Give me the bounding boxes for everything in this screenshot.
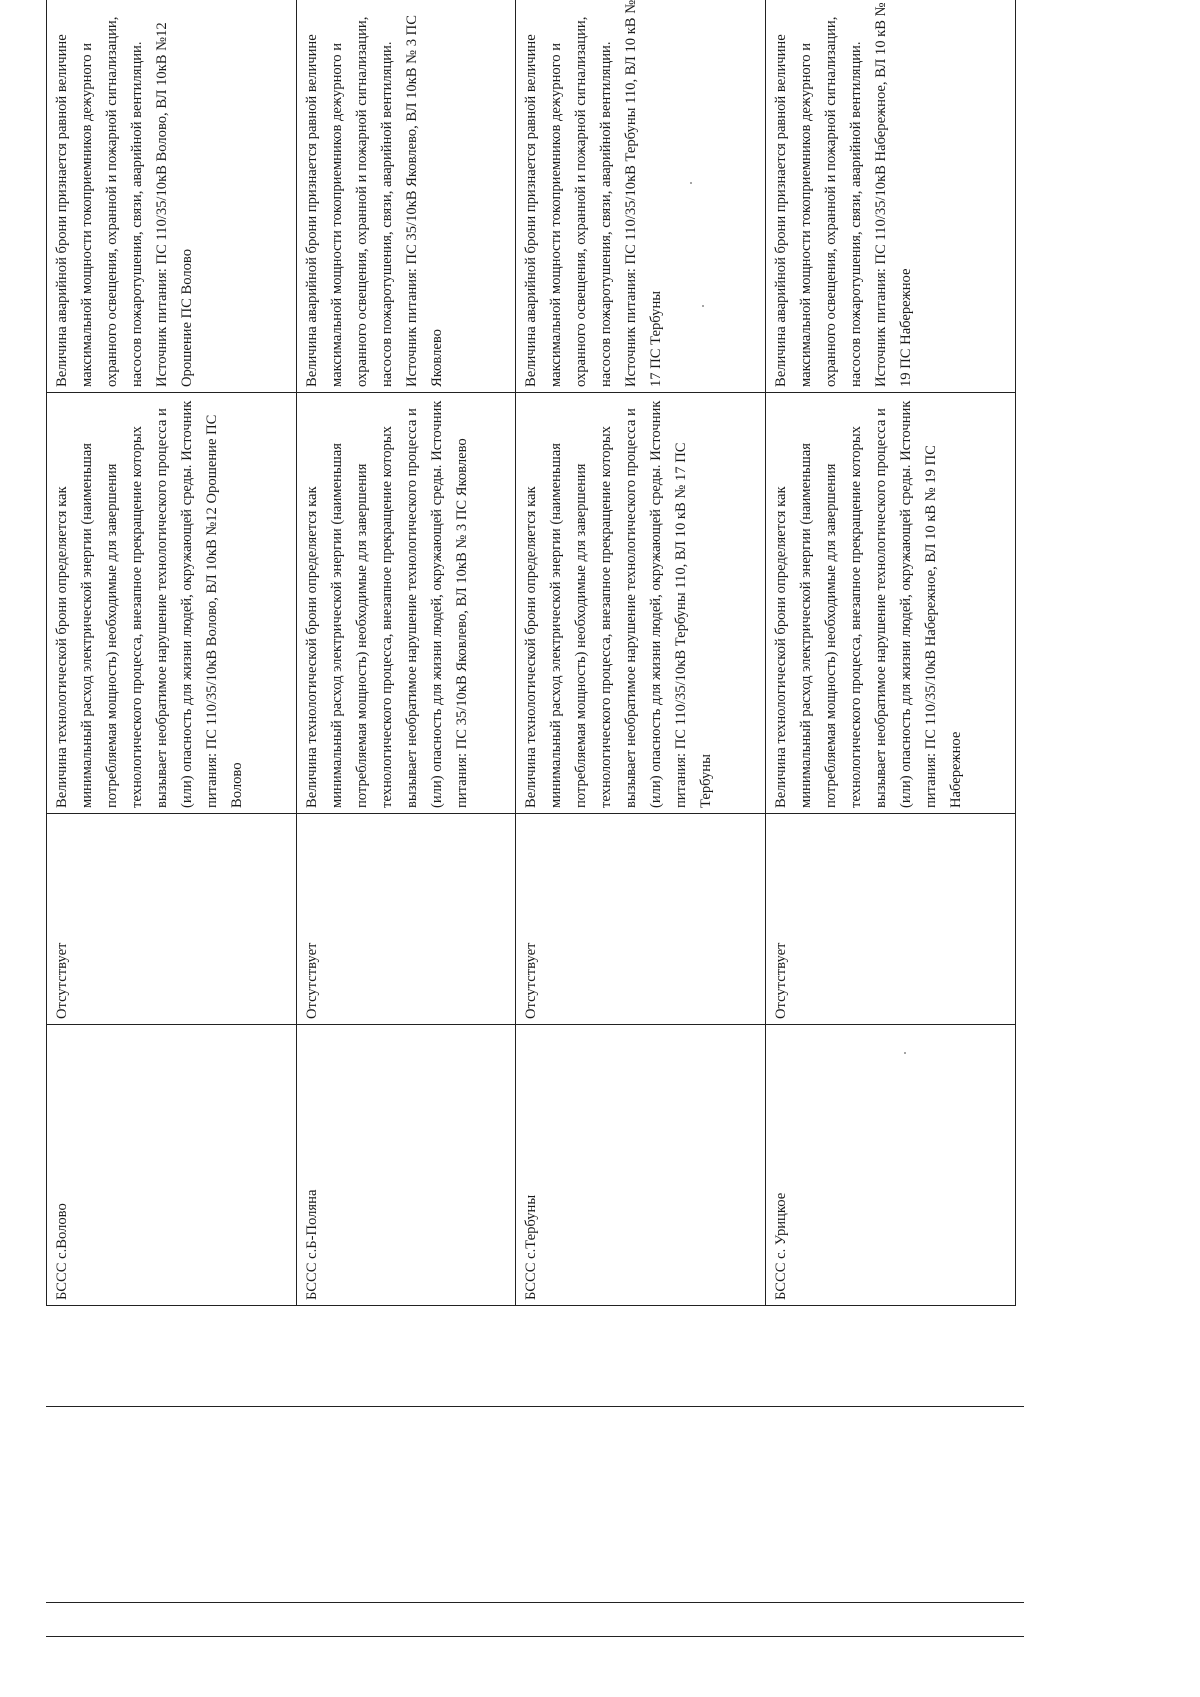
emergency-reserve-cell: [47, 0, 297, 393]
table-row: [766, 0, 1016, 1306]
tech-reserve-text: Величина технологической брони определяется как минимальный расход электрической энергии (наименьшая потребляемая мощность) необходимые для завершения технологического процесса, внезапное прекращение которых вызывает необратимое нарушение технологического процесса и (или) опасность для жизни людей, окружающей среды. Источник питания: ПС 35/10кВ Яковлево, ВЛ 10кВ № 3 ПС Яковлево: [303, 400, 470, 808]
rotated-table-container: [46, 0, 1016, 1306]
tech-reserve-cell: [516, 393, 766, 814]
emergency-reserve-cell: [296, 0, 516, 393]
scan-speck: [904, 1052, 906, 1054]
tech-reserve-cell: [296, 393, 516, 814]
emergency-reserve-text: Величина аварийной брони признается равной величине максимальной мощности токоприемников дежурного и охранного освещения, охранной и пожарной сигнализации, насосов пожаротушения, связи, аварийной вентиляции. Источник питания: ПС 35/10кВ Яковлево, ВЛ 10кВ № 3 ПС Яковлево: [303, 15, 445, 387]
tech-reserve-text: Величина технологической брони определяется как минимальный расход электрической энергии (наименьшая потребляемая мощность) необходимые для завершения технологического процесса, внезапное прекращение которых вызывает необратимое нарушение технологического процесса и (или) опасность для жизни людей, окружающей среды. Источник питания: ПС 110/35/10кВ Волово, ВЛ 10кВ №12 Орошение ПС Волово: [54, 400, 245, 808]
status-cell: [296, 814, 516, 1025]
status-text: Отсутствует: [54, 942, 70, 1019]
table-row: [296, 0, 516, 1306]
status-text: Отсутствует: [303, 942, 320, 1019]
reserve-table: [46, 0, 1016, 1306]
blank-rule-line: [46, 1602, 1024, 1603]
blank-rule-line: [46, 1406, 1024, 1407]
facility-name-cell: [296, 1025, 516, 1306]
facility-name: БССС с.Волово: [54, 1203, 70, 1300]
facility-name-cell: [516, 1025, 766, 1306]
facility-name: БССС с. Урицкое: [773, 1192, 790, 1300]
tech-reserve-cell: [47, 393, 297, 814]
tech-reserve-text: Величина технологической брони определяется как минимальный расход электрической энергии (наименьшая потребляемая мощность) необходимые для завершения технологического процесса, внезапное прекращение которых вызывает необратимое нарушение технологического процесса и (или) опасность для жизни людей, окружающей среды. Источник питания: ПС 110/35/10кВ Набережное, ВЛ 10 кВ № 19 ПС Набережное: [773, 400, 965, 808]
status-cell: [47, 814, 297, 1025]
status-text: Отсутствует: [523, 942, 540, 1019]
status-text: Отсутствует: [773, 942, 790, 1019]
table-row: [516, 0, 766, 1306]
emergency-reserve-cell: [766, 0, 1016, 393]
scan-speck: [690, 182, 692, 184]
scan-speck: [702, 305, 704, 307]
blank-rule-line: [46, 1636, 1024, 1637]
emergency-reserve-text: Величина аварийной брони признается равной величине максимальной мощности токоприемников дежурного и охранного освещения, охранной и пожарной сигнализации, насосов пожаротушения, связи, аварийной вентиляции. Источник питания: ПС 110/35/10кВ Тербуны 110, ВЛ 10 кВ № 17 ПС Тербуны: [523, 0, 665, 387]
facility-name-cell: [47, 1025, 297, 1306]
tech-reserve-cell: [766, 393, 1016, 814]
status-cell: [766, 814, 1016, 1025]
facility-name-cell: [766, 1025, 1016, 1306]
status-cell: [516, 814, 766, 1025]
emergency-reserve-cell: [516, 0, 766, 393]
facility-name: БССС с.Тербуны: [523, 1194, 540, 1300]
emergency-reserve-text: Величина аварийной брони признается равной величине максимальной мощности токоприемников дежурного и охранного освещения, охранной и пожарной сигнализации, насосов пожаротушения, связи, аварийной вентиляции. Источник питания: ПС 110/35/10кВ Набережное, ВЛ 10 кВ № 19 ПС Набережное: [773, 2, 915, 387]
tech-reserve-text: Величина технологической брони определяется как минимальный расход электрической энергии (наименьшая потребляемая мощность) необходимые для завершения технологического процесса, внезапное прекращение которых вызывает необратимое нарушение технологического процесса и (или) опасность для жизни людей, окружающей среды. Источник питания: ПС 110/35/10кВ Тербуны 110, ВЛ 10 кВ № 17 ПС Тербуны: [523, 400, 715, 808]
emergency-reserve-text: Величина аварийной брони признается равной величине максимальной мощности токоприемников дежурного и охранного освещения, охранной и пожарной сигнализации, насосов пожаротушения, связи, аварийной вентиляции. Источник питания: ПС 110/35/10кВ Волово, ВЛ 10кВ №12 Орошение ПС Волово: [54, 16, 195, 387]
facility-name: БССС с.Б-Поляна: [303, 1189, 320, 1300]
table-row: [47, 0, 297, 1306]
